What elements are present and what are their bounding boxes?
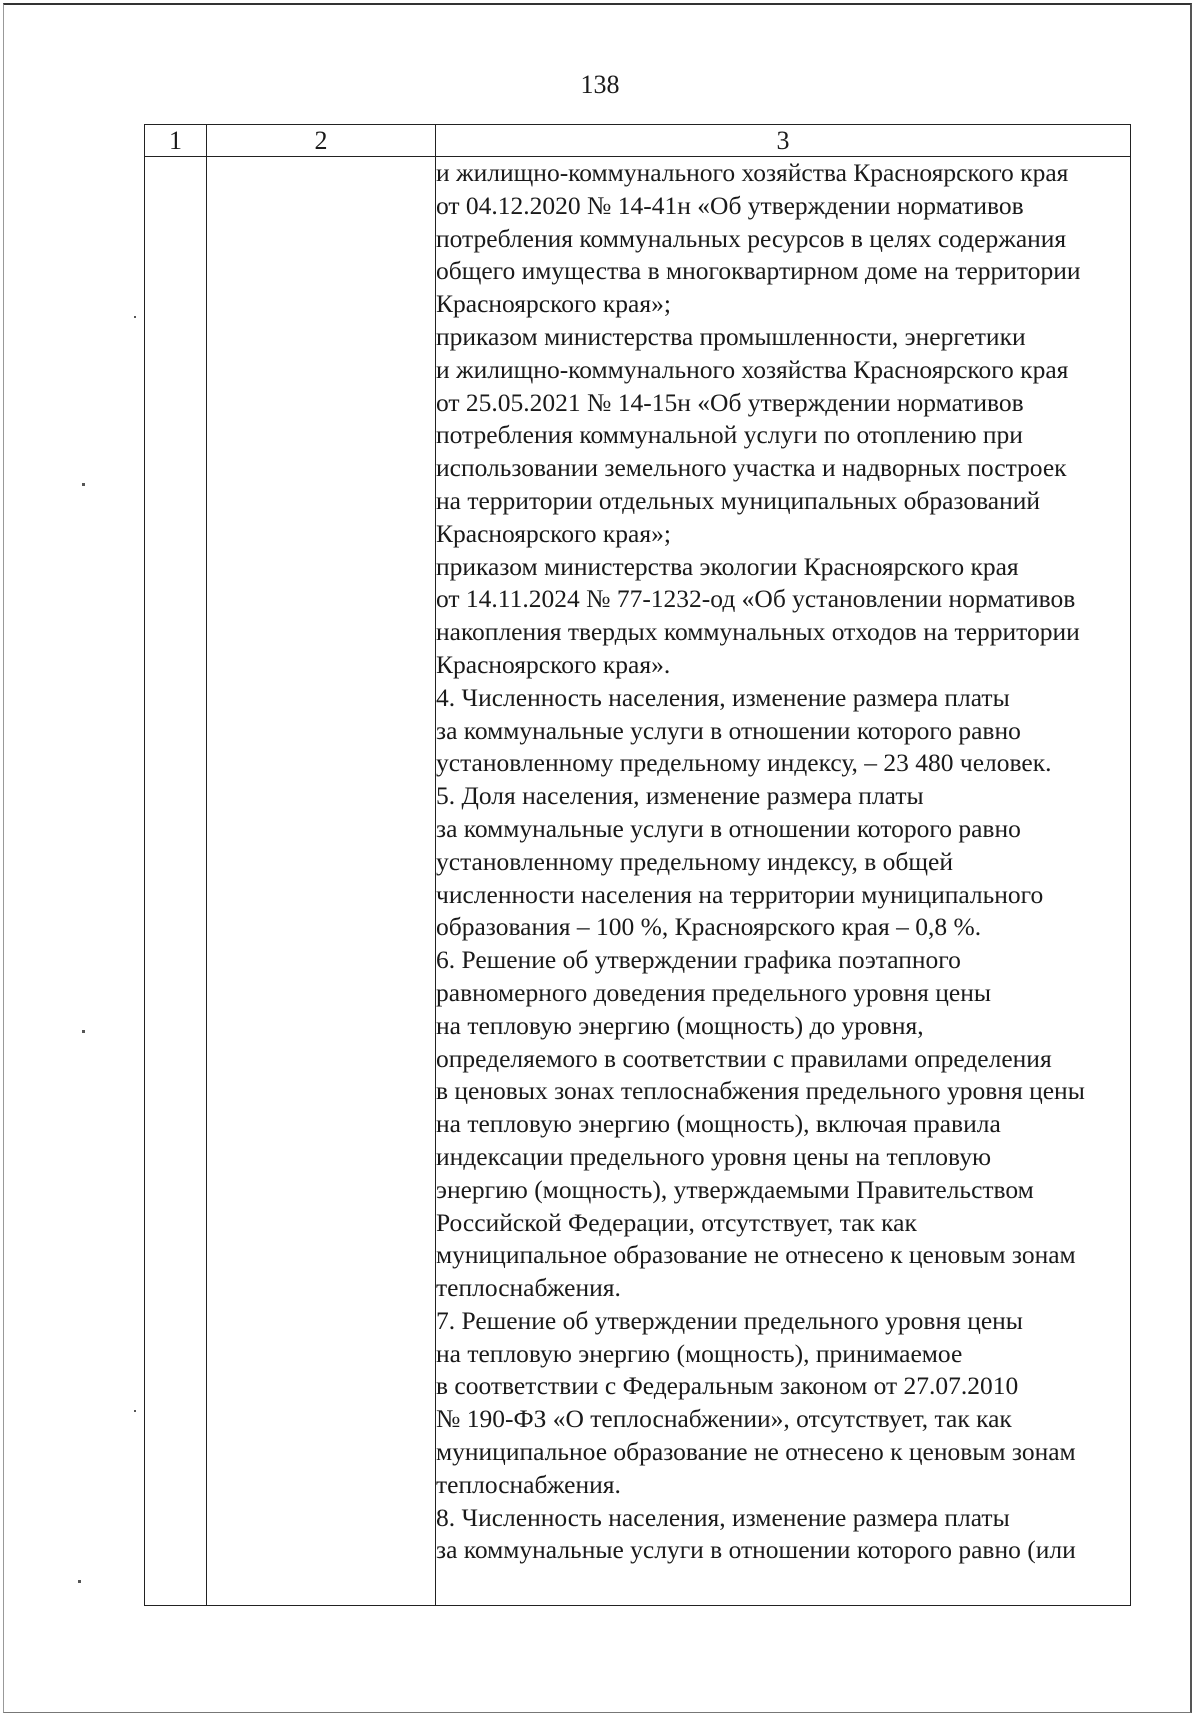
table-header-row <box>145 125 1131 157</box>
text-line: потребления коммунальной услуги по отоплению при <box>436 420 1023 450</box>
column-header-2: 2 <box>207 125 436 157</box>
text-line: определяемого в соответствии с правилами определения <box>436 1043 1052 1073</box>
text-line: приказом министерства экологии Красноярского края <box>436 551 1019 581</box>
page-number: 138 <box>580 70 620 99</box>
text-line: от 14.11.2024 № 77-1232-од «Об установлении нормативов <box>436 584 1076 614</box>
column-header-3: 3 <box>436 125 1131 157</box>
text-line: за коммунальные услуги в отношении которого равно <box>436 813 1021 843</box>
text-line: и жилищно-коммунального хозяйства Красноярского края <box>436 354 1069 384</box>
text-line: теплоснабжения. <box>436 1469 621 1499</box>
text-line: 8. Численность населения, изменение размера платы <box>436 1502 1010 1532</box>
text-line: № 190-ФЗ «О теплоснабжении», отсутствует, так как <box>436 1404 1012 1434</box>
text-line: на тепловую энергию (мощность), включая правила <box>436 1109 1001 1139</box>
text-line: 6. Решение об утверждении графика поэтапного <box>436 945 961 975</box>
text-line: приказом министерства промышленности, энергетики <box>436 321 1026 351</box>
text-line: равномерного доведения предельного уровня цены <box>436 977 992 1007</box>
text-line: на тепловую энергию (мощность) до уровня, <box>436 1010 924 1040</box>
text-line: на территории отдельных муниципальных образований <box>436 485 1041 515</box>
text-line: муниципальное образование не отнесено к ценовым зонам <box>436 1437 1076 1467</box>
text-line: Российской Федерации, отсутствует, так как <box>436 1207 917 1237</box>
text-line: муниципальное образование не отнесено к ценовым зонам <box>436 1240 1076 1270</box>
text-line: 4. Численность населения, изменение размера платы <box>436 682 1010 712</box>
text-line: энергию (мощность), утверждаемыми Правительством <box>436 1174 1034 1204</box>
text-line: теплоснабжения. <box>436 1273 621 1303</box>
column-3-cell <box>436 157 1131 1606</box>
column-1-cell <box>145 157 207 1606</box>
column-header-1: 1 <box>145 125 207 157</box>
text-line: 7. Решение об утверждении предельного уровня цены <box>436 1305 1023 1335</box>
text-line: Красноярского края»; <box>436 289 671 319</box>
document-table <box>144 124 1131 1606</box>
text-line: Красноярского края». <box>436 649 671 679</box>
text-line: на тепловую энергию (мощность), принимаемое <box>436 1338 963 1368</box>
text-line: за коммунальные услуги в отношении которого равно <box>436 715 1021 745</box>
column-2-cell <box>207 157 436 1606</box>
text-line: в соответствии с Федеральным законом от 27.07.2010 <box>436 1371 1019 1401</box>
text-line: установленному предельному индексу, – 23 480 человек. <box>436 748 1052 778</box>
text-line: за коммунальные услуги в отношении которого равно (или <box>436 1535 1076 1565</box>
text-line: образования – 100 %, Красноярского края – 0,8 %. <box>436 912 982 942</box>
text-line: установленному предельному индексу, в общей <box>436 846 954 876</box>
table-row <box>145 157 1131 1606</box>
text-line: Красноярского края»; <box>436 518 671 548</box>
text-line: индексации предельного уровня цены на тепловую <box>436 1141 992 1171</box>
text-line: численности населения на территории муниципального <box>436 879 1044 909</box>
text-line: от 25.05.2021 № 14-15н «Об утверждении нормативов <box>436 387 1024 417</box>
text-line: в ценовых зонах теплоснабжения предельного уровня цены <box>436 1076 1085 1106</box>
text-line: накопления твердых коммунальных отходов на территории <box>436 617 1080 647</box>
text-line: потребления коммунальных ресурсов в целях содержания <box>436 223 1067 253</box>
text-line: от 04.12.2020 № 14-41н «Об утверждении нормативов <box>436 190 1024 220</box>
text-line: общего имущества в многоквартирном доме на территории <box>436 256 1081 286</box>
text-line: и жилищно-коммунального хозяйства Красноярского края <box>436 158 1069 187</box>
text-line: 5. Доля населения, изменение размера платы <box>436 781 924 811</box>
text-line: использовании земельного участка и надворных построек <box>436 453 1067 483</box>
